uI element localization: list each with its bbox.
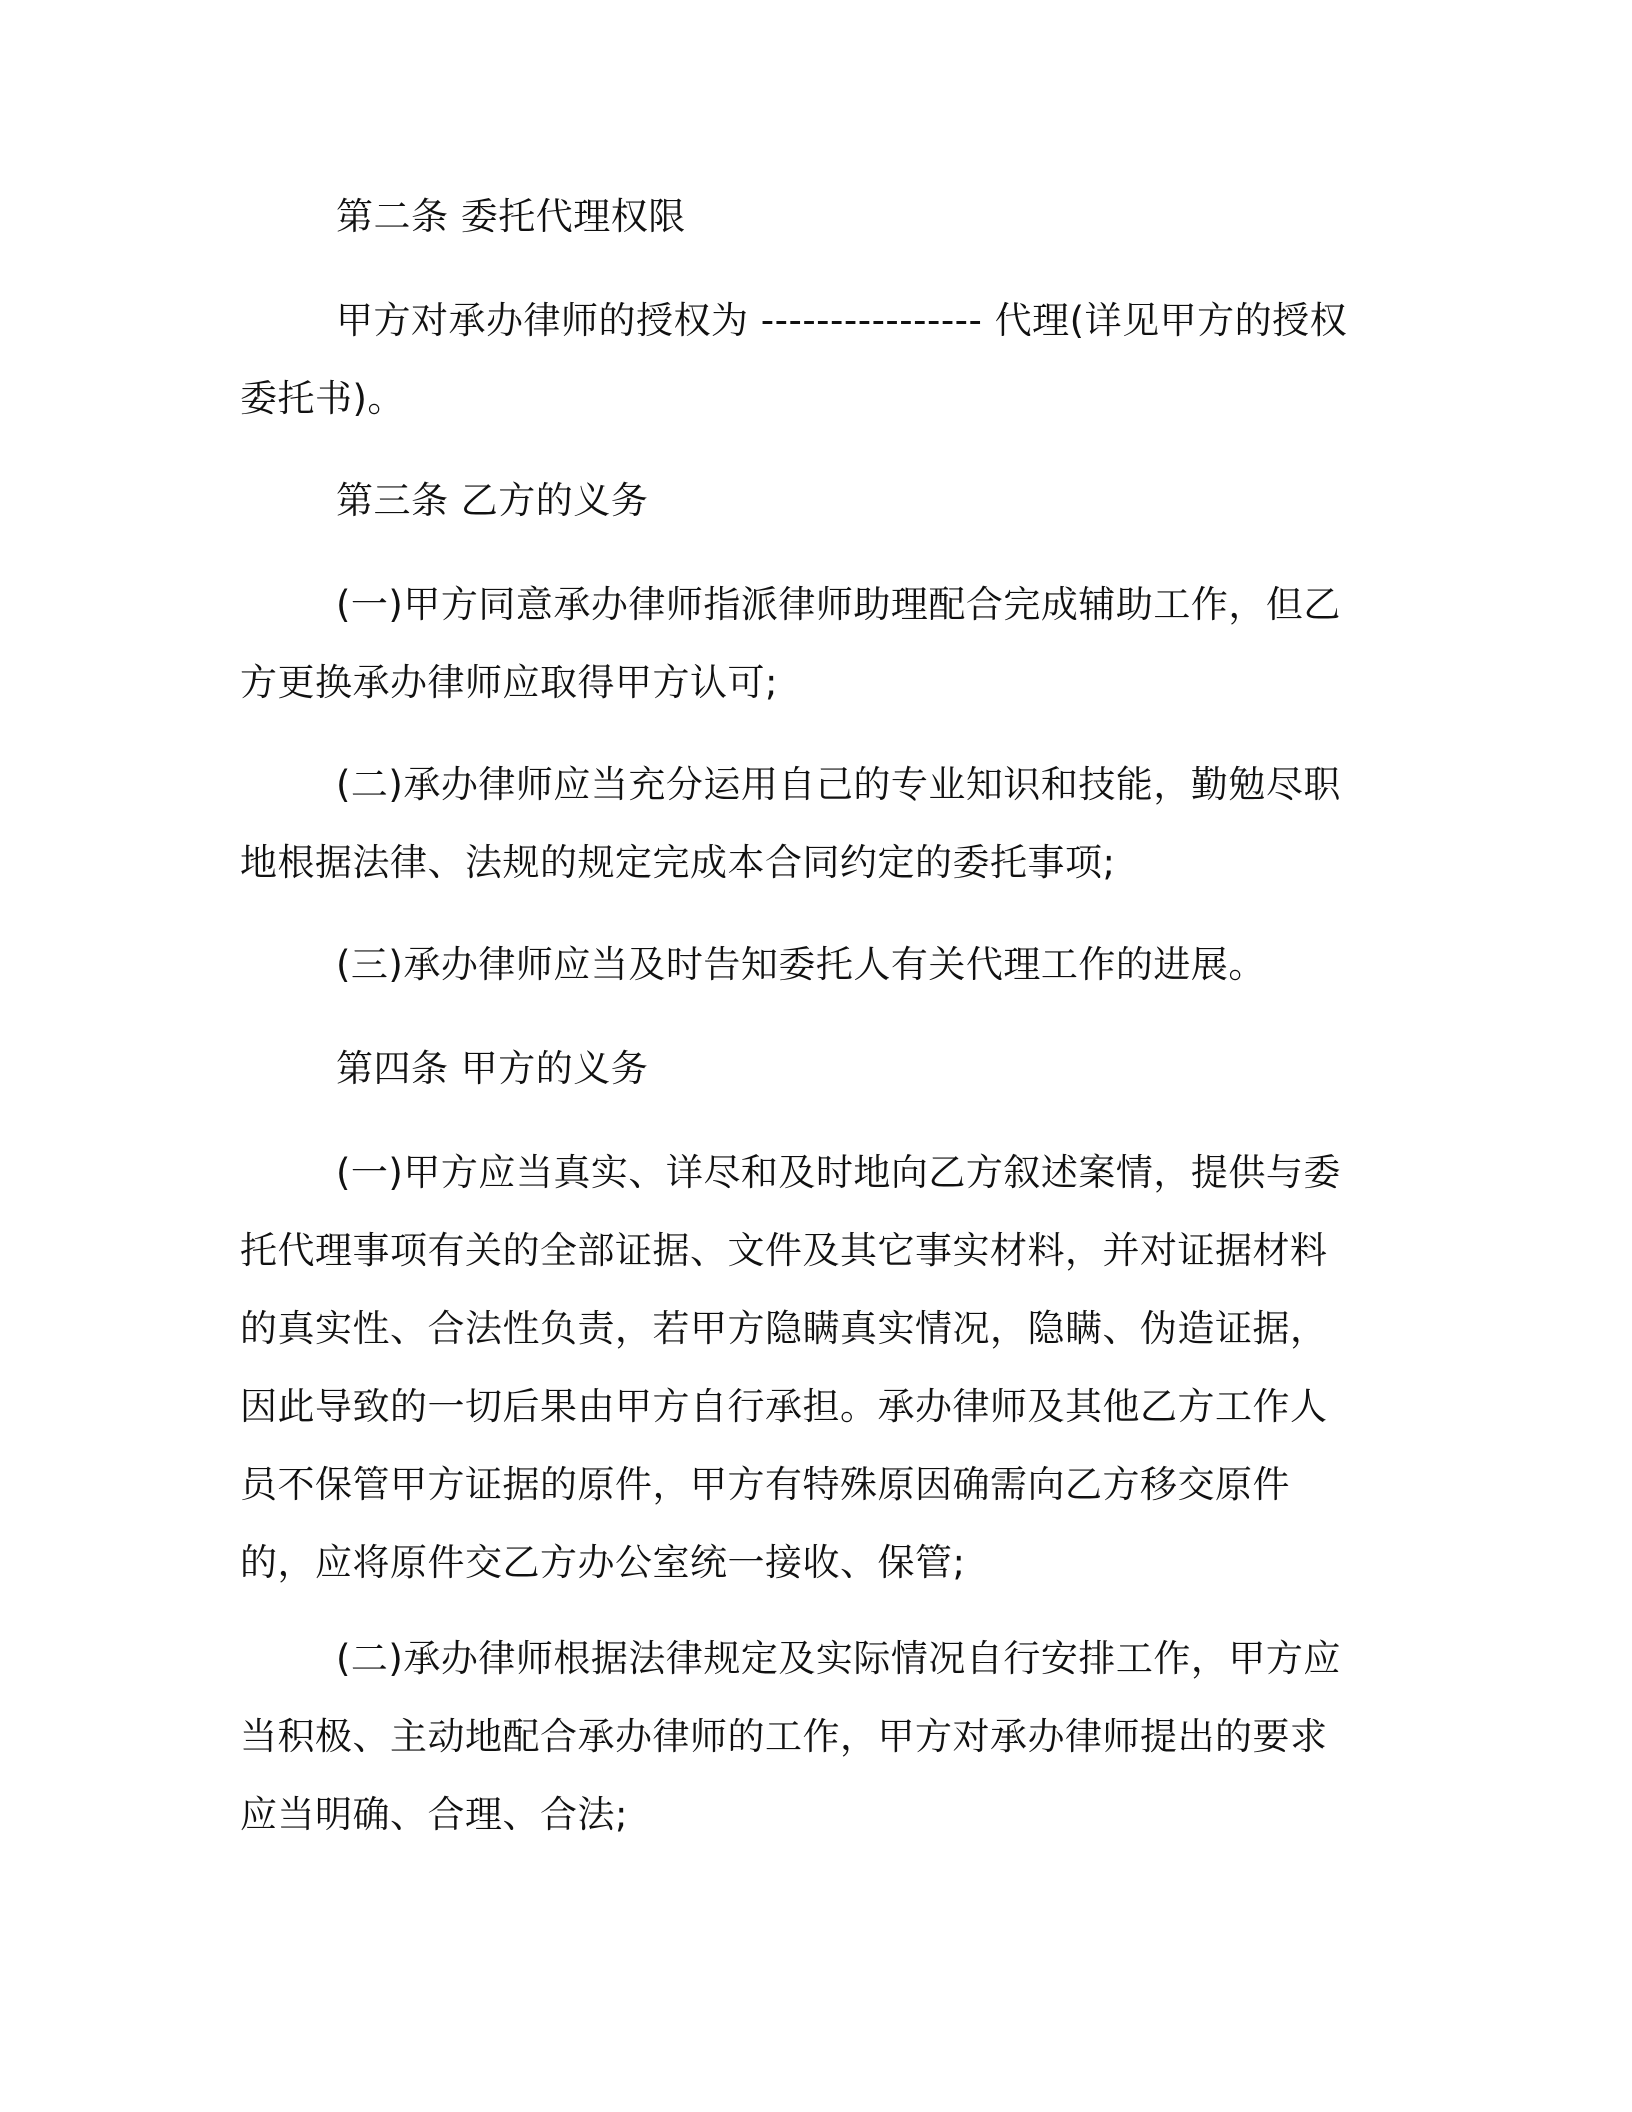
article-3-paragraph-3: (三)承办律师应当及时告知委托人有关代理工作的进展。 [336, 943, 1266, 986]
article-3-heading: 第三条 乙方的义务 [336, 479, 649, 522]
article-3-paragraph-2: (二)承办律师应当充分运用自己的专业知识和技能，勤勉尽职地根据法律、法规的规定完成本合同约定的委托事项; [240, 763, 1341, 884]
article-2-paragraph-1: 甲方对承办律师的授权为 ---------------- 代理(详见甲方的授权委托书)。 [240, 299, 1348, 420]
article-2-heading: 第二条 委托代理权限 [336, 195, 686, 238]
article-4-heading: 第四条 甲方的义务 [336, 1047, 649, 1090]
article-4-paragraph-2: (二)承办律师根据法律规定及实际情况自行安排工作，甲方应当积极、主动地配合承办律师的工作，甲方对承办律师提出的要求应当明确、合理、合法; [240, 1637, 1341, 1836]
article-3-paragraph-1: (一)甲方同意承办律师指派律师助理配合完成辅助工作，但乙方更换承办律师应取得甲方认可; [240, 583, 1341, 704]
article-4-paragraph-1: (一)甲方应当真实、详尽和及时地向乙方叙述案情，提供与委托代理事项有关的全部证据、文件及其它事实材料，并对证据材料的真实性、合法性负责，若甲方隐瞒真实情况，隐瞒、伪造证据，因此导致的一切后果由甲方自行承担。承办律师及其他乙方工作人员不保管甲方证据的原件，甲方有特殊原因确需向乙方移交原件的，应将原件交乙方办公室统一接收、保管; [240, 1151, 1341, 1584]
